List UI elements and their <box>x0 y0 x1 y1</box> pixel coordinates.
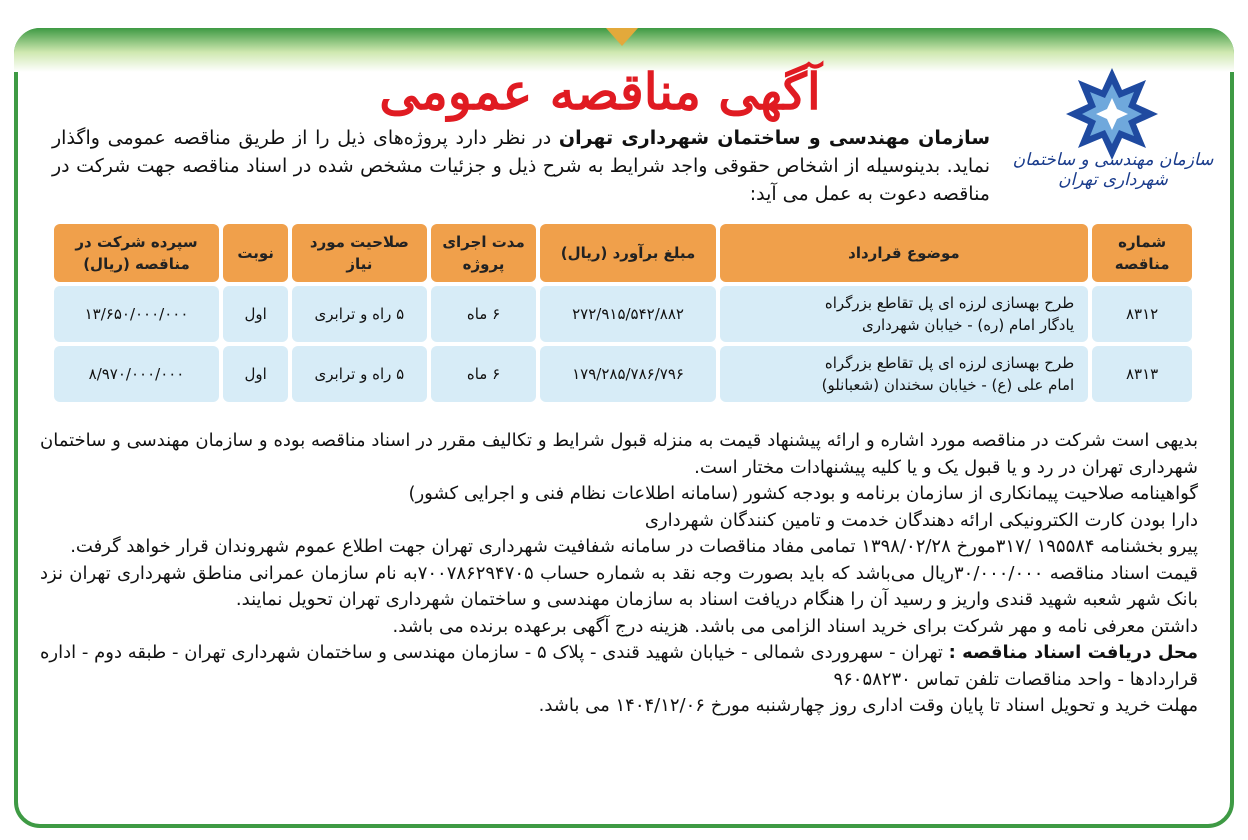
condition-paragraph: داشتن معرفی نامه و مهر شرکت برای خرید اسناد الزامی می باشد. هزینه درج آگهی برعهده برنده می باشد. <box>392 615 1198 637</box>
subject-line-2: امام علی (ع) - خیابان سخندان (شعبانلو) <box>821 376 1075 394</box>
cell-duration: ۶ ماه <box>431 286 537 342</box>
table-row <box>54 346 1192 402</box>
intro-text: در نظر دارد پروژه‌های ذیل را از طریق مناقصه عمومی واگذار نماید. بدینوسیله از اشخاص حقوقی واجد شرایط به شرح ذیل و جزئیات مشخص شده در اسناد مناقصه جهت شرکت در مناقصه دعوت به عمل می آید: <box>52 127 990 205</box>
deadline-paragraph: مهلت خرید و تحویل اسناد تا پایان وقت اداری روز چهارشنبه مورخ ۱۴۰۴/۱۲/۰۶ می باشد. <box>538 695 1198 716</box>
col-qualification: صلاحیت مورد نیاز <box>292 224 426 282</box>
address-paragraph <box>40 640 1198 693</box>
col-round: نوبت <box>223 224 288 282</box>
cell-number: ۸۳۱۳ <box>1092 346 1192 402</box>
condition-paragraph: قیمت اسناد مناقصه ۳۰/۰۰۰/۰۰۰ریال می‌باشد که باید بصورت وجه نقد به شماره حساب ۷۰۰۷۸۶۲۹۴۷۰۵به نام سازمان عمرانی مناطق شهرداری تهران نزد بانک شهر شعبه شهید قندی واریز و رسید آن را هنگام دریافت اسناد به سازمان مهندسی و ساختمان شهرداری تهران تحویل نمایند. <box>40 562 1199 610</box>
table-header-row <box>54 224 1192 282</box>
col-estimate: مبلغ برآورد (ریال) <box>540 224 715 282</box>
logo-caption: سازمان مهندسی و ساختمان شهرداری تهران <box>1012 150 1214 190</box>
cell-deposit: ۸/۹۷۰/۰۰۰/۰۰۰ <box>54 346 219 402</box>
cell-duration: ۶ ماه <box>431 346 537 402</box>
subject-line-1: طرح بهسازی لرزه ای پل تقاطع بزرگراه <box>824 354 1075 372</box>
intro-paragraph <box>52 124 990 208</box>
col-duration: مدت اجرای پروژه <box>431 224 537 282</box>
subject-line-1: طرح بهسازی لرزه ای پل تقاطع بزرگراه <box>824 294 1075 312</box>
cell-estimate: ۱۷۹/۲۸۵/۷۸۶/۷۹۶ <box>540 346 715 402</box>
tender-table <box>50 220 1196 406</box>
notch-triangle <box>606 28 638 46</box>
col-deposit: سپرده شرکت در مناقصه (ریال) <box>54 224 219 282</box>
subject-line-2: یادگار امام (ره) - خیابان شهرداری <box>861 316 1075 334</box>
cell-estimate: ۲۷۲/۹۱۵/۵۴۲/۸۸۲ <box>540 286 715 342</box>
condition-paragraph: گواهینامه صلاحیت پیمانکاری از سازمان برنامه و بودجه کشور (سامانه اطلاعات نظام فنی و اجرایی کشور) <box>408 483 1198 504</box>
condition-paragraph: دارا بودن کارت الکترونیکی ارائه دهندگان خدمت و تامین کنندگان شهرداری <box>644 509 1198 531</box>
table-row <box>54 286 1192 342</box>
cell-qualification: ۵ راه و ترابری <box>292 346 426 402</box>
cell-round: اول <box>223 286 288 342</box>
cell-subject <box>720 346 1089 402</box>
col-subject: موضوع قرارداد <box>720 224 1089 282</box>
ad-title: آگهی مناقصه عمومی <box>379 62 821 121</box>
condition-paragraph: پیرو بخشنامه ۱۹۵۵۸۴ /۳۱۷مورخ ۱۳۹۸/۰۲/۲۸ تمامی مفاد مناقصات در سامانه شفافیت شهرداری تهران جهت اطلاع عموم شهروندان قرار خواهد گرفت. <box>70 536 1198 557</box>
condition-paragraph: بدیهی است شرکت در مناقصه مورد اشاره و ارائه پیشنهاد قیمت به منزله قبول شرایط و تکالیف مقرر در اسناد مناقصه بوده و سازمان مهندسی و ساختمان شهرداری تهران در رد و یا قبول یک و یا کلیه پیشنهادات مختار است. <box>40 430 1198 478</box>
address-text: تهران - سهروردی شمالی - خیابان شهید قندی - پلاک ۵ - سازمان مهندسی و ساختمان شهرداری تهران - طبقه دوم - اداره قراردادها - واحد مناقصات تلفن تماس ۹۶۰۵۸۲۳۰ <box>40 642 1198 690</box>
cell-qualification: ۵ راه و ترابری <box>292 286 426 342</box>
address-label: محل دریافت اسناد مناقصه : <box>948 642 1199 663</box>
cell-round: اول <box>223 346 288 402</box>
cell-subject <box>720 286 1089 342</box>
cell-number: ۸۳۱۲ <box>1092 286 1192 342</box>
cell-deposit: ۱۳/۶۵۰/۰۰۰/۰۰۰ <box>54 286 219 342</box>
org-name: سازمان مهندسی و ساختمان شهرداری تهران <box>558 127 990 149</box>
col-number: شماره مناقصه <box>1092 224 1192 282</box>
conditions-text <box>40 428 1198 720</box>
